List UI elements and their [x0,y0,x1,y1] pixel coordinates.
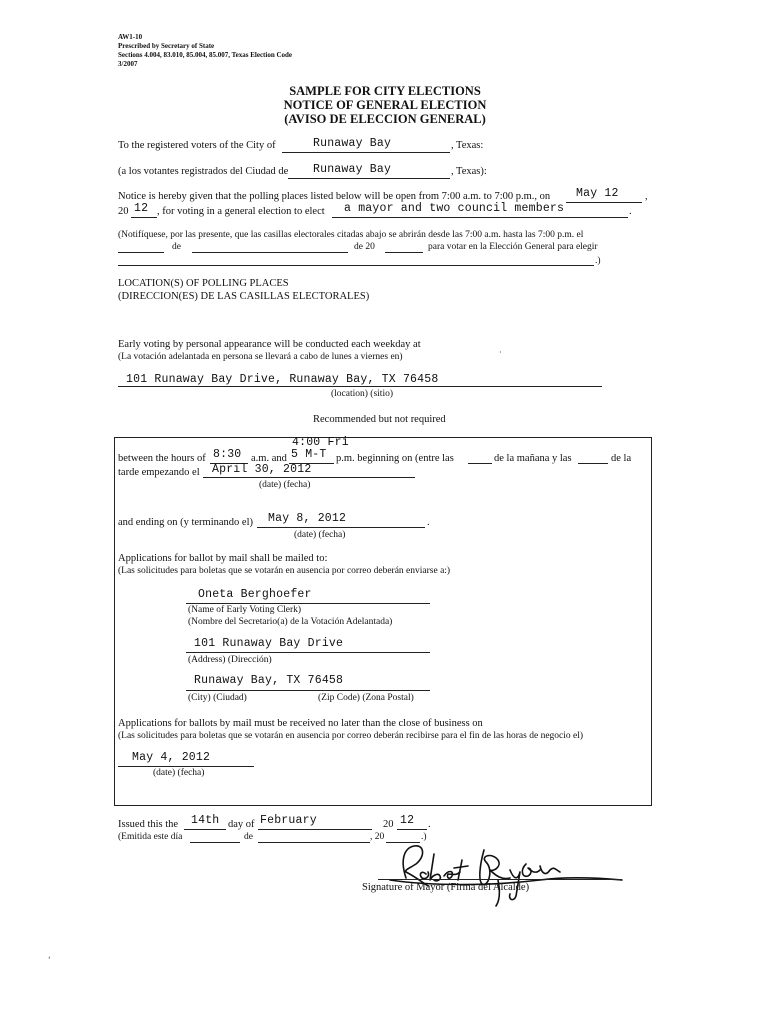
end-date-line [257,527,425,528]
am-fill: 8:30 [213,448,242,461]
notice-year-line [131,217,157,218]
notice-es-close: .) [595,256,601,266]
pm-fill: 5 M-T [291,448,327,461]
dela-label: de la [611,453,632,464]
issued-year-fill: 12 [400,814,415,827]
address-line [186,652,430,653]
clerk-fill: Oneta Berghoefer [198,588,312,601]
end-date-fill: May 8, 2012 [268,512,347,525]
received-fill: May 4, 2012 [132,751,211,764]
notice-es-blank-1 [118,252,164,253]
scan-mark: ‘ [48,955,51,964]
city-zip-line [186,690,430,691]
apps-mailed-label: Applications for ballot by mail shall be mailed to: [118,553,328,564]
entre-blank [468,463,492,464]
issued-month-line [258,829,372,830]
issued-es-label: (Emitida este día [118,832,183,842]
received-line [118,766,254,767]
title-line-1: SAMPLE FOR CITY ELECTIONS [289,84,481,98]
recommended-note: Recommended but not required [313,414,446,425]
signature-line [378,879,622,880]
zip-label: (Zip Code) (Zona Postal) [318,693,414,703]
issued-period: . [428,819,431,830]
city-label: (City) (Ciudad) [188,693,247,703]
early-location-fill: 101 Runaway Bay Drive, Runaway Bay, TX 76458 [126,373,439,386]
notice-es-line-2: para votar en la Elección General para elegir [428,242,598,252]
manana-label: de la mañana y las [494,453,572,464]
clerk-label-es: (Nombre del Secretario(a) de la Votación Adelantada) [188,617,393,627]
voters-en-prefix: To the registered voters of the City of [118,140,276,151]
notice-period: . [629,206,632,217]
title-line-3: (AVISO DE ELECCION GENERAL) [284,112,486,126]
end-date-label: (date) (fecha) [294,530,346,540]
start-date-label: (date) (fecha) [259,480,311,490]
issued-year-line [397,829,427,830]
voters-es-prefix: (a los votantes registrados del Ciudad de [118,166,289,177]
issued-month-fill: February [260,814,317,827]
issued-es-month-line [258,842,370,843]
end-date-period: . [427,517,430,528]
city-line-es [288,178,450,179]
notice-es-de-2: de 20 [354,242,375,252]
notice-date-line [566,202,642,203]
city-fill-en: Runaway Bay [313,137,392,150]
sections-line: Sections 4.004, 83.010, 85.004, 85.007, Texas Election Code [118,51,293,59]
city-line-en [282,152,450,153]
clerk-label: (Name of Early Voting Clerk) [188,605,302,615]
locations-heading: LOCATION(S) OF POLLING PLACES [118,278,289,289]
issued-es-de: de [244,832,253,842]
title-line-2: NOTICE OF GENERAL ELECTION [283,98,487,112]
notice-es-blank-3 [385,252,423,253]
notice-elect-fill: a mayor and two council members [344,202,565,215]
received-date-label: (date) (fecha) [153,768,205,778]
mayor-signature [370,840,630,910]
prescribed-line: Prescribed by Secretary of State [118,42,215,50]
early-location-line [118,386,602,387]
tarde-label: tarde empezando el [118,467,200,478]
pm-begin-label: p.m. beginning on (entre las [336,453,454,464]
notice-es-line-1: (Notifíquese, por las presente, que las casillas electorales citadas abajo se abrirán desde las 7:00 a.m. hasta las 7:00 p.m. el [118,230,584,240]
tarde-blank [578,463,608,464]
notice-year-prefix: 20 [118,206,129,217]
notice-comma: , [645,191,648,202]
clerk-line [186,603,430,604]
locations-heading-es: (DIRECCION(ES) DE LAS CASILLAS ELECTORALES) [118,291,370,302]
form-id: AW1-10 [118,33,143,41]
issued-es-close: .) [421,832,427,842]
voters-en-suffix: , Texas: [451,140,484,151]
notice-es-blank-4 [118,265,594,266]
issued-es-day-line [190,842,240,843]
pm-note-fill: 4:00 Fri [292,436,349,449]
ending-label: and ending on (y terminando el) [118,517,254,528]
issued-label: Issued this the [118,819,179,830]
city-fill: Runaway Bay, TX 76458 [194,674,344,687]
early-voting-text: Early voting by personal appearance will be conducted each weekday at [118,339,421,350]
city-fill-es: Runaway Bay [313,163,392,176]
issued-year-prefix: 20 [383,819,394,830]
notice-year-fill: 12 [134,202,149,215]
voters-es-suffix: , Texas): [451,166,487,177]
start-date-fill: April 30, 2012 [212,463,312,476]
received-label: Applications for ballots by mail must be received no later than the close of business on [118,718,483,729]
notice-line-2: , for voting in a general election to elect [157,206,325,217]
am-and-label: a.m. and [251,453,287,464]
notice-line-1: Notice is hereby given that the polling places listed below will be open from 7:00 a.m. to 7:00 p.m., on [118,191,551,202]
notice-es-de-1: de [172,242,181,252]
issued-day-fill: 14th [191,814,220,827]
address-fill: 101 Runaway Bay Drive [194,637,344,650]
notice-es-blank-2 [192,252,348,253]
signature-label: Signature of Mayor (Firma del Alcalde) [362,882,530,893]
apps-mailed-label-es: (Las solicitudes para boletas que se votarán en ausencia por correo deberán enviarse a:) [118,566,451,576]
between-hours-label: between the hours of [118,453,206,464]
early-location-label: (location) (sitio) [331,389,393,399]
notice-elect-line [332,217,628,218]
issued-es-20: , 20 [370,832,385,842]
issued-day-line [184,829,226,830]
early-voting-text-es: (La votación adelantada en persona se llevará a cabo de lunes a viernes en) [118,352,403,362]
received-label-es: (Las solicitudes para boletas que se votarán en ausencia por correo deberán recibirse para el fin de las horas de negocio el) [118,731,584,741]
issued-day-of: day of [228,819,255,830]
address-label: (Address) (Dirección) [188,655,272,665]
notice-date-fill: May 12 [576,187,619,200]
scan-speck: · [499,348,502,357]
form-date: 3/2007 [118,60,138,68]
start-date-line [203,477,415,478]
